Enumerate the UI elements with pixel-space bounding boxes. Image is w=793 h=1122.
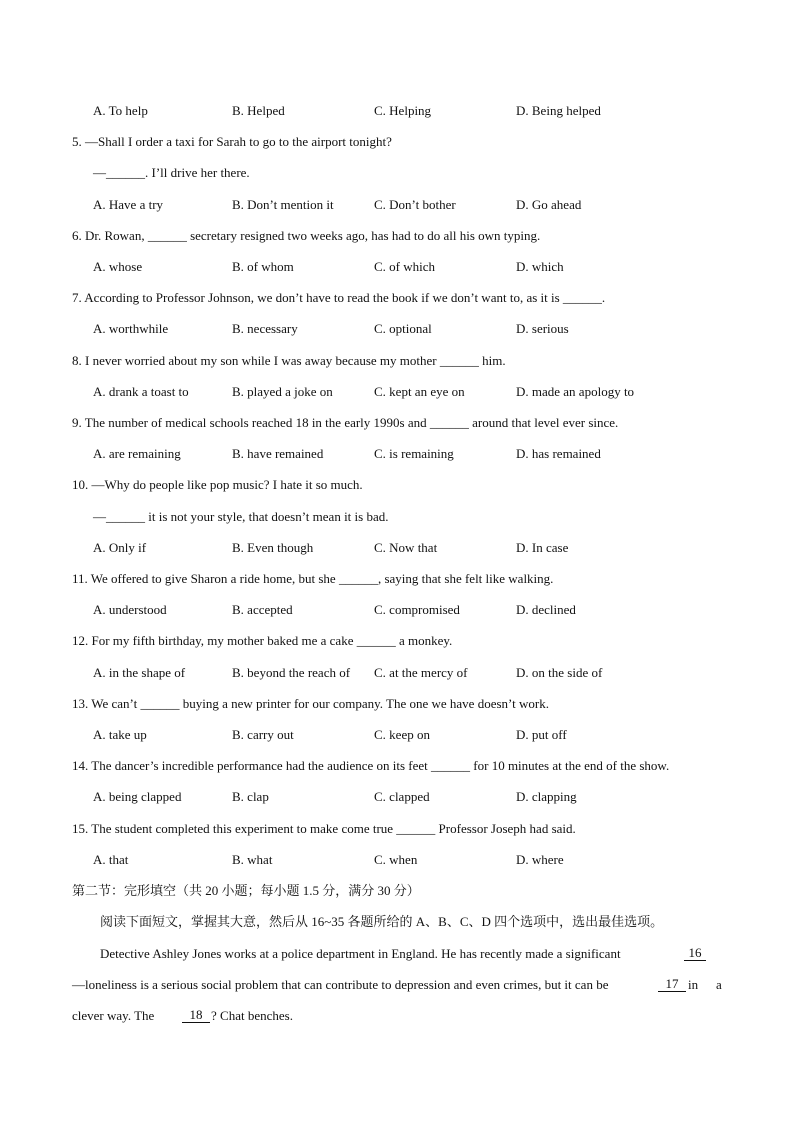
q5-option-a: A. Have a try <box>93 197 164 212</box>
q5-option-c: C. Don’t bother <box>374 197 456 212</box>
passage-line-2 <box>72 977 608 993</box>
q5-option-d: D. Go ahead <box>516 197 582 212</box>
q14-option-d: D. clapping <box>516 789 577 804</box>
q11-option-d: D. declined <box>516 602 576 617</box>
q13-option-a: A. take up <box>93 727 147 742</box>
blank-17: 17 <box>658 977 686 992</box>
q14-option-a: A. being clapped <box>93 789 182 804</box>
q8-option-a: A. drank a toast to <box>93 384 189 399</box>
q14-stem: 14. The dancer’s incredible performance had the audience on its feet ______ for 10 minutes at the end of the show. <box>72 758 670 773</box>
passage-line-3 <box>72 1008 154 1024</box>
q6-stem: 6. Dr. Rowan, ______ secretary resigned two weeks ago, has had to do all his own typing. <box>72 228 541 243</box>
q12-option-b: B. beyond the reach of <box>232 665 351 680</box>
q4-option-d: D. Being helped <box>516 103 601 118</box>
q9-stem: 9. The number of medical schools reached 18 in the early 1990s and ______ around that level ever since. <box>72 415 619 430</box>
blank-18: 18 <box>182 1008 210 1023</box>
q12-option-d: D. on the side of <box>516 665 603 680</box>
q5-stem: 5. —Shall I order a taxi for Sarah to go to the airport tonight? <box>72 134 392 149</box>
q9-option-a: A. are remaining <box>93 446 181 461</box>
passage-text: clever way. The <box>72 1008 155 1023</box>
passage-text: ? Chat benches. <box>211 1008 293 1023</box>
q7-option-b: B. necessary <box>232 321 298 336</box>
q13-option-d: D. put off <box>516 727 567 742</box>
q4-option-c: C. Helping <box>374 103 432 118</box>
q4-option-a: A. To help <box>93 103 148 118</box>
q12-option-c: C. at the mercy of <box>374 665 468 680</box>
q9-option-c: C. is remaining <box>374 446 454 461</box>
q13-stem: 13. We can’t ______ buying a new printer for our company. The one we have doesn’t work. <box>72 696 549 711</box>
q10-stem: 10. —Why do people like pop music? I hate it so much. <box>72 477 363 492</box>
q10-option-a: A. Only if <box>93 540 147 555</box>
q10-option-b: B. Even though <box>232 540 314 555</box>
passage-text: in <box>688 977 699 992</box>
q5-option-b: B. Don’t mention it <box>232 197 334 212</box>
q10-option-c: C. Now that <box>374 540 438 555</box>
q7-option-d: D. serious <box>516 321 569 336</box>
blank-16: 16 <box>684 946 706 961</box>
q14-option-c: C. clapped <box>374 789 430 804</box>
q6-option-a: A. whose <box>93 259 143 274</box>
q11-stem: 11. We offered to give Sharon a ride home, but she ______, saying that she felt like walking. <box>72 571 554 586</box>
q11-option-c: C. compromised <box>374 602 460 617</box>
q13-option-b: B. carry out <box>232 727 294 742</box>
q15-option-b: B. what <box>232 852 273 867</box>
q15-stem: 15. The student completed this experiment to make come true ______ Professor Joseph had said. <box>72 821 576 836</box>
q8-option-c: C. kept an eye on <box>374 384 465 399</box>
q7-option-a: A. worthwhile <box>93 321 169 336</box>
q11-option-b: B. accepted <box>232 602 293 617</box>
passage-text: a <box>716 977 722 992</box>
section-instruction: 阅读下面短文，掌握其大意，然后从 16~35 各题所给的 A、B、C、D 四个选项中，选出最佳选项。 <box>100 914 664 929</box>
q12-stem: 12. For my fifth birthday, my mother baked me a cake ______ a monkey. <box>72 633 453 648</box>
q9-option-b: B. have remained <box>232 446 324 461</box>
q5-reply: —______. I’ll drive her there. <box>93 165 250 180</box>
q7-stem: 7. According to Professor Johnson, we don’t have to read the book if we don’t want to, as it is ______. <box>72 290 606 305</box>
q13-option-c: C. keep on <box>374 727 430 742</box>
passage-line-1 <box>100 946 621 962</box>
q15-option-c: C. when <box>374 852 418 867</box>
q8-option-b: B. played a joke on <box>232 384 333 399</box>
q12-option-a: A. in the shape of <box>93 665 186 680</box>
q14-option-b: B. clap <box>232 789 269 804</box>
q6-option-c: C. of which <box>374 259 436 274</box>
section-heading: 第二节：完形填空（共 20 小题；每小题 1.5 分，满分 30 分） <box>72 883 420 898</box>
q15-option-d: D. where <box>516 852 564 867</box>
passage-text: Detective Ashley Jones works at a police department in England. He has recently made a significant <box>100 946 621 961</box>
q11-option-a: A. understood <box>93 602 167 617</box>
q6-option-d: D. which <box>516 259 564 274</box>
q10-option-d: D. In case <box>516 540 569 555</box>
q6-option-b: B. of whom <box>232 259 294 274</box>
q8-stem: 8. I never worried about my son while I was away because my mother ______ him. <box>72 353 506 368</box>
q4-option-b: B. Helped <box>232 103 285 118</box>
passage-text: —loneliness is a serious social problem that can contribute to depression and even crimes, but it can be <box>72 977 609 992</box>
q10-reply: —______ it is not your style, that doesn’t mean it is bad. <box>93 509 389 524</box>
q8-option-d: D. made an apology to <box>516 384 635 399</box>
q15-option-a: A. that <box>93 852 129 867</box>
q7-option-c: C. optional <box>374 321 432 336</box>
q9-option-d: D. has remained <box>516 446 601 461</box>
